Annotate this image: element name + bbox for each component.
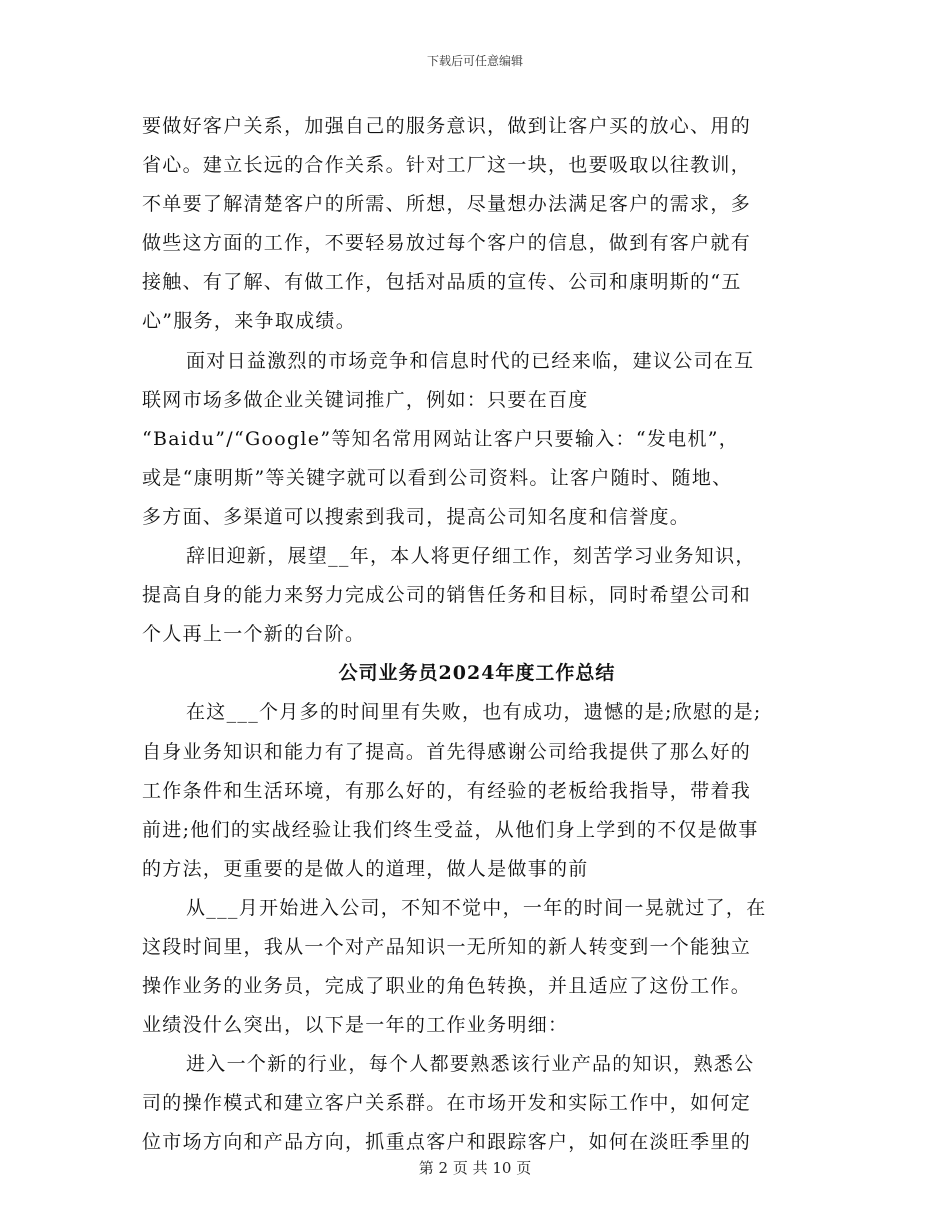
paragraph bbox=[142, 537, 812, 654]
text-line: 个人再上一个新的台阶。 bbox=[142, 623, 366, 646]
text-line: 不单要了解清楚客户的所需、所想，尽量想办法满足客户的需求，多 bbox=[142, 193, 752, 216]
text-line: 省心。建立长远的合作关系。针对工厂这一块，也要吸取以往教训， bbox=[142, 154, 752, 177]
text-line: 操作业务的业务员，完成了职业的角色转换，并且适应了这份工作。 bbox=[142, 975, 752, 998]
text-line: 在这___个月多的时间里有失败，也有成功，遗憾的是;欣慰的是; bbox=[186, 701, 762, 724]
paragraph bbox=[142, 107, 812, 342]
text-line: 自身业务知识和能力有了提高。首先得感谢公司给我提供了那么好的 bbox=[142, 740, 752, 763]
text-line: “Baidu”/“Google”等知名常用网站让客户只要输入：“发电机”， bbox=[142, 427, 740, 450]
text-line: 要做好客户关系，加强自己的服务意识，做到让客户买的放心、用的 bbox=[142, 115, 752, 137]
text-line: 做些这方面的工作，不要轻易放过每个客户的信息，做到有客户就有 bbox=[142, 232, 752, 255]
text-line: 辞旧迎新，展望__年，本人将更仔细工作，刻苦学习业务知识， bbox=[186, 545, 756, 568]
text-line: 进入一个新的行业，每个人都要熟悉该行业产品的知识，熟悉公 bbox=[186, 1053, 755, 1076]
text-line: 业绩没什么突出，以下是一年的工作业务明细： bbox=[142, 1014, 569, 1037]
text-line: 或是“康明斯”等关键字就可以看到公司资料。让客户随时、随地、 bbox=[142, 466, 733, 489]
page-header: 下载后可任意编辑 bbox=[426, 54, 523, 68]
paragraph bbox=[142, 693, 812, 888]
text-line: 接触、有了解、有做工作，包括对品质的宣传、公司和康明斯的“五 bbox=[142, 271, 742, 294]
paragraph bbox=[142, 889, 812, 1045]
text-line: 司的操作模式和建立客户关系群。在市场开发和实际工作中，如何定 bbox=[142, 1092, 752, 1115]
text-line: 前进;他们的实战经验让我们终生受益，从他们身上学到的不仅是做事 bbox=[142, 818, 759, 841]
text-line: 位市场方向和产品方向，抓重点客户和跟踪客户，如何在淡旺季里的 bbox=[142, 1131, 752, 1154]
document-body bbox=[142, 107, 812, 1163]
text-line: 从___月开始进入公司，不知不觉中，一年的时间一晃就过了，在 bbox=[186, 896, 767, 919]
text-line: 提高自身的能力来努力完成公司的销售任务和目标，同时希望公司和 bbox=[142, 584, 752, 607]
text-line: 联网市场多做企业关键词推广，例如：只要在百度 bbox=[142, 388, 589, 411]
text-line: 的方法，更重要的是做人的道理，做人是做事的前 bbox=[142, 857, 589, 880]
text-line: 面对日益激烈的市场竞争和信息时代的已经来临，建议公司在互 bbox=[186, 349, 755, 372]
paragraph bbox=[142, 342, 812, 537]
section-title: 公司业务员2024年度工作总结 bbox=[338, 662, 616, 685]
page-footer: 第 2 页 共 10 页 bbox=[418, 1159, 532, 1177]
paragraph bbox=[142, 1045, 812, 1162]
text-line: 工作条件和生活环境，有那么好的，有经验的老板给我指导，带着我 bbox=[142, 779, 752, 802]
text-line: 多方面、多渠道可以搜索到我司，提高公司知名度和信誉度。 bbox=[142, 505, 691, 528]
text-line: 心”服务，来争取成绩。 bbox=[142, 310, 357, 333]
text-line: 这段时间里，我从一个对产品知识一无所知的新人转变到一个能独立 bbox=[142, 935, 752, 958]
